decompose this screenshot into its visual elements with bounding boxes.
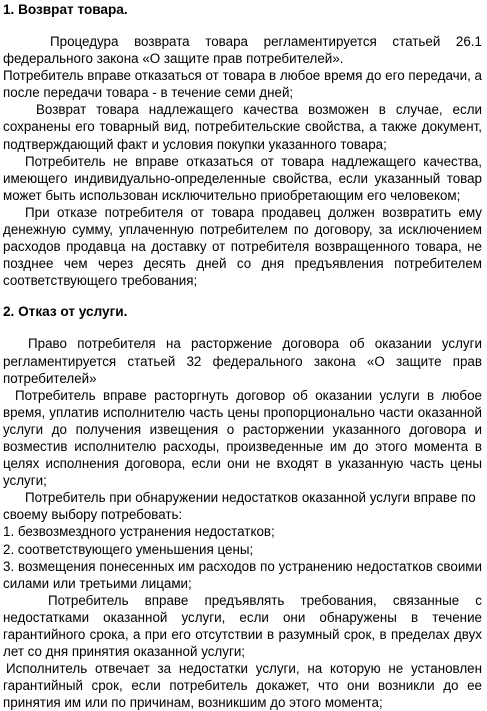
paragraph: Потребитель вправе предъявлять требования, связанные с недостатками оказанной услуги, если они обнаружены в течение гарантийного срока, а при его отсутствии в разумный срок, в пределах двух лет со дня принятия оказанной услуги; (3, 592, 482, 660)
paragraph: Исполнитель отвечает за недостатки услуги, на которую не установлен гарантийный срок, если потребитель докажет, что они возникли до ее принятия им или по причинам, возникшим до этого момента; (3, 661, 482, 711)
paragraph: Потребитель не вправе отказаться от товара надлежащего качества, имеющего индивидуально-определенные свойства, если указанный товар может быть использован исключительно приобретающим его человеком; (3, 153, 482, 203)
document-page (0, 1, 487, 711)
paragraph: Потребитель вправе расторгнуть договор об оказании услуги в любое время, уплатив исполнителю часть цены пропорционально части оказанной услуги до получения извещения о расторжении указанного договора и возместив исполнителю расходы, произведенные им до этого момента в целях исполнения договора, если они не входят в указанную часть цены услуги; (3, 387, 482, 489)
paragraph: Возврат товара надлежащего качества возможен в случае, если сохранены его товарный вид, потребительские свойства, а также документ, подтверждающий факт и условия покупки указанного товара; (3, 102, 482, 152)
section-heading-service-refusal: 2. Отказ от услуги. (3, 304, 128, 320)
list-item: 1. безвозмездного устранения недостатков; (3, 524, 275, 540)
paragraph: Потребитель при обнаружении недостатков оказанной услуги вправе по своему выбору потребовать: (3, 490, 476, 523)
list-item: 2. соответствующего уменьшения цены; (3, 541, 254, 557)
paragraph: Процедура возврата товара регламентируется статьей 26.1 федерального закона «О защите прав потребителей». (3, 34, 482, 67)
paragraph: При отказе потребителя от товара продавец должен возвратить ему денежную сумму, уплаченную потребителем по договору, за исключением расходов продавца на доставку от потребителя возвращенного товара, не позднее чем через десять дней со дня предъявления потребителем соответствующего требования; (3, 204, 482, 289)
paragraph: Потребитель вправе отказаться от товара в любое время до его передачи, а после передачи товара - в течение семи дней; (3, 68, 482, 101)
paragraph: Право потребителя на расторжение договора об оказании услуги регламентируется статьей 32 федерального закона «О защите прав потребителей» (3, 336, 482, 386)
section-heading-return: 1. Возврат товара. (3, 2, 128, 17)
list-item: 3. возмещения понесенных им расходов по устранению недостатков своими силами или третьими лицами; (3, 558, 482, 591)
